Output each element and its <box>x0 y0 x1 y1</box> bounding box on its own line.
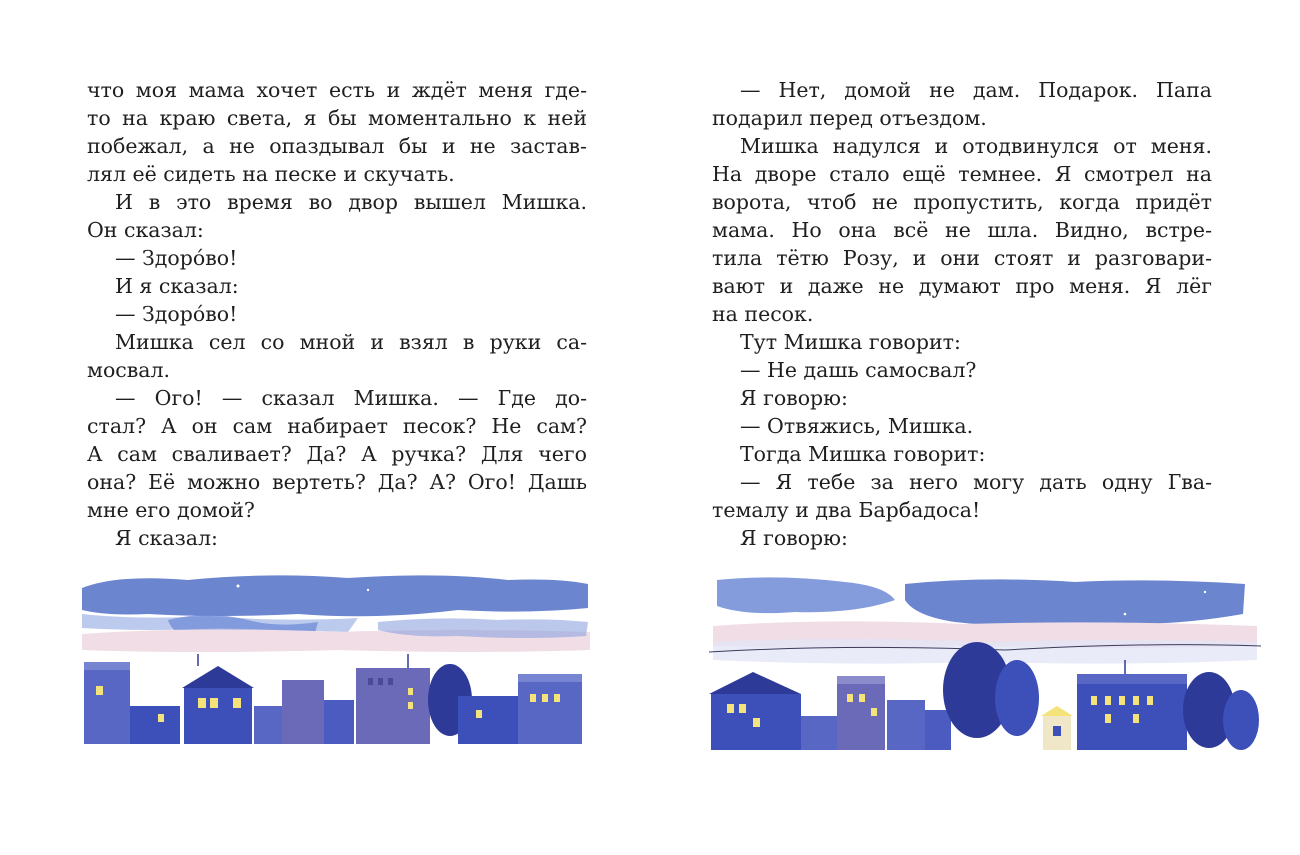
text-line: лял её сидеть на песке и скучать. <box>87 162 455 186</box>
sky-cloud <box>717 577 895 613</box>
text-line: вают и даже не думают про меня. Я лёг <box>712 274 1212 298</box>
building <box>324 700 354 744</box>
window <box>378 678 383 685</box>
window <box>554 694 560 702</box>
window <box>158 714 164 722</box>
window <box>1105 696 1111 705</box>
window <box>1105 714 1111 723</box>
tree <box>1223 690 1259 750</box>
sky-cloud <box>378 618 588 638</box>
window <box>233 698 241 708</box>
building <box>518 678 582 744</box>
text-line: Я говорю: <box>740 526 848 550</box>
text-line: Тут Мишка говорит: <box>740 330 961 354</box>
text-line: мама. Но она всё не шла. Видно, встре- <box>712 218 1212 242</box>
window <box>871 708 877 716</box>
building-roof <box>84 662 130 670</box>
star <box>1124 613 1127 616</box>
text-line: — Здоро́во! <box>115 246 238 270</box>
text-line: — Нет, домой не дам. Подарок. Папа <box>740 78 1212 102</box>
window <box>1133 696 1139 705</box>
building <box>801 716 837 750</box>
window <box>368 678 373 685</box>
text-line: И в это время во двор вышел Мишка. <box>115 190 587 214</box>
window <box>1147 696 1153 705</box>
text-line: Мишка надулся и отодвинулся от меня. <box>740 134 1212 158</box>
tree <box>995 660 1039 736</box>
house-roof <box>709 672 801 694</box>
building-roof <box>837 676 885 684</box>
building <box>925 710 951 750</box>
text-line: темалу и два Барбадоса! <box>712 498 981 522</box>
left-page-text <box>87 76 587 552</box>
building <box>254 706 282 744</box>
window <box>408 702 413 709</box>
window <box>1133 714 1139 723</box>
window <box>542 694 548 702</box>
text-line: тила тётю Розу, и они стоят и разговари- <box>712 246 1212 270</box>
text-line: А сам сваливает? Да? А ручка? Для чего <box>87 442 587 466</box>
building-roof <box>1077 674 1187 684</box>
star <box>899 604 902 607</box>
window <box>1091 696 1097 705</box>
window <box>1119 696 1125 705</box>
star <box>237 585 240 588</box>
text-line: На дворе стало ещё темнее. Я смотрел на <box>712 162 1212 186</box>
building <box>1077 680 1187 750</box>
sky-cloud <box>82 575 588 616</box>
right-page-text <box>712 76 1212 552</box>
window <box>727 704 734 713</box>
watercolor-cityscape-left <box>78 570 593 750</box>
star <box>1204 591 1206 593</box>
watercolor-cityscape-right <box>705 570 1265 755</box>
building <box>84 662 130 744</box>
window <box>739 704 746 713</box>
building-roof <box>518 674 582 682</box>
text-line: то на краю света, я бы моментально к ней <box>87 106 587 130</box>
window <box>753 718 760 727</box>
house-roof <box>182 666 254 688</box>
text-line: ворота, чтоб не пропустить, когда придёт <box>712 190 1212 214</box>
text-line: подарил перед отъездом. <box>712 106 987 130</box>
text-line: побежал, а не опаздывал бы и не застав- <box>87 134 587 158</box>
window <box>210 698 218 708</box>
building <box>887 700 925 750</box>
text-line: на песок. <box>712 302 814 326</box>
sky-cloud <box>905 579 1245 626</box>
window <box>847 694 853 702</box>
text-line: Он сказал: <box>87 218 204 242</box>
text-line: стал? А он сам набирает песок? Не сам? <box>87 414 587 438</box>
right-page <box>650 0 1300 855</box>
text-line: она? Её можно вертеть? Да? А? Ого! Дашь <box>87 470 587 494</box>
building <box>458 696 518 744</box>
text-line: мне его домой? <box>87 498 255 522</box>
window <box>96 686 103 695</box>
building <box>282 680 324 744</box>
text-line: — Я тебе за него могу дать одну Гва- <box>740 470 1212 494</box>
window <box>530 694 536 702</box>
star <box>367 589 369 591</box>
window <box>408 688 413 695</box>
text-line: И я сказал: <box>115 274 239 298</box>
text-line: Тогда Мишка говорит: <box>740 442 986 466</box>
house <box>184 688 252 744</box>
text-line: — Здоро́во! <box>115 302 238 326</box>
building <box>130 706 180 744</box>
text-line: Я сказал: <box>115 526 218 550</box>
small-house-roof <box>1041 706 1073 716</box>
window <box>476 710 482 718</box>
text-line: — Не дашь самосвал? <box>740 358 977 382</box>
right-illustration-evening-city <box>705 570 1265 755</box>
text-line: мосвал. <box>87 358 171 382</box>
text-line: что моя мама хочет есть и ждёт меня где- <box>87 78 587 102</box>
text-line: — Отвяжись, Мишка. <box>740 414 974 438</box>
window <box>198 698 206 708</box>
left-illustration-evening-city <box>78 570 593 750</box>
text-line: Мишка сел со мной и взял в руки са- <box>115 330 587 354</box>
text-line: Я говорю: <box>740 386 848 410</box>
window <box>1053 726 1061 736</box>
window <box>388 678 393 685</box>
window <box>859 694 865 702</box>
building <box>837 680 885 750</box>
text-line: — Ого! — сказал Мишка. — Где до- <box>115 386 587 410</box>
